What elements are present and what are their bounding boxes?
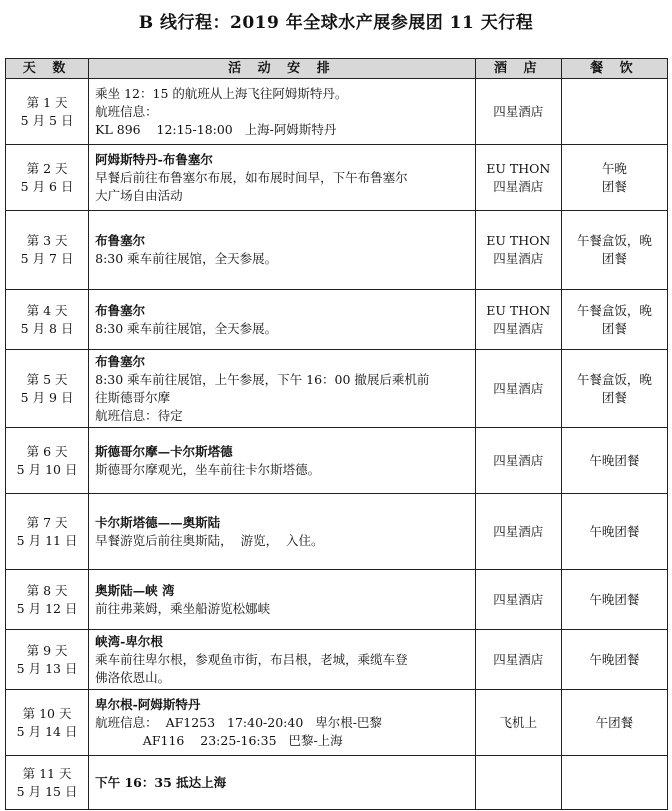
activity-line: 布鲁塞尔 <box>95 302 146 318</box>
meal-cell <box>561 570 667 630</box>
table-row <box>6 570 668 630</box>
date-label: 5 月 7 日 <box>20 251 74 266</box>
activity-cell <box>89 350 476 428</box>
hotel-line: 四星酒店 <box>493 651 544 667</box>
day-cell <box>6 428 89 494</box>
hotel-line: 四星酒店 <box>493 523 544 539</box>
day-label: 第 2 天 <box>26 160 68 176</box>
day-cell <box>6 494 89 570</box>
meal-line: 午团餐 <box>595 714 634 730</box>
activity-line: 斯德哥尔摩—卡尔斯塔德 <box>95 443 233 459</box>
hotel-line: 四星酒店 <box>493 320 544 336</box>
day-cell <box>6 290 89 350</box>
hotel-cell <box>475 290 561 350</box>
day-label: 第 4 天 <box>26 302 68 318</box>
date-label: 5 月 11 日 <box>16 532 78 548</box>
hotel-cell <box>475 79 561 145</box>
activity-line: 佛洛依恩山。 <box>95 669 171 685</box>
meal-cell <box>561 145 667 211</box>
hotel-cell <box>475 630 561 690</box>
meal-line: 午餐盒饭，晚 <box>576 233 652 248</box>
activity-line: 航班信息： <box>95 103 158 119</box>
table-row <box>6 79 668 145</box>
activity-cell <box>89 79 476 145</box>
hotel-line: 四星酒店 <box>493 178 544 194</box>
header-meal: 餐 饮 <box>561 59 667 79</box>
day-cell <box>6 350 89 428</box>
activity-line: 斯德哥尔摩观光，坐车前往卡尔斯塔德。 <box>95 461 321 477</box>
date-label: 5 月 14 日 <box>16 723 78 739</box>
activity-cell <box>89 145 476 211</box>
day-label: 第 10 天 <box>22 705 72 721</box>
activity-line: 峡湾-卑尔根 <box>95 633 163 649</box>
hotel-cell <box>475 756 561 810</box>
day-label: 第 9 天 <box>26 642 68 658</box>
activity-cell <box>89 690 476 756</box>
header-day: 天 数 <box>6 59 89 79</box>
table-row <box>6 350 668 428</box>
activity-cell <box>89 494 476 570</box>
day-label: 第 6 天 <box>26 443 68 459</box>
hotel-line: EU THON <box>486 302 551 318</box>
activity-line: 早餐后前往布鲁塞尔布展，如布展时间早，下午布鲁塞尔 <box>95 169 408 185</box>
meal-line: 午晚团餐 <box>589 591 640 607</box>
meal-cell <box>561 428 667 494</box>
hotel-cell <box>475 690 561 756</box>
activity-cell <box>89 630 476 690</box>
hotel-line: 四星酒店 <box>493 103 544 119</box>
activity-cell <box>89 211 476 290</box>
date-label: 5 月 6 日 <box>20 178 74 194</box>
hotel-cell <box>475 428 561 494</box>
activity-line: 卑尔根-阿姆斯特丹 <box>95 696 201 712</box>
activity-line: 乘坐 12：15 的航班从上海飞往阿姆斯特丹。 <box>95 85 348 101</box>
meal-line: 午晚团餐 <box>589 452 640 468</box>
activity-cell <box>89 428 476 494</box>
table-row <box>6 494 668 570</box>
activity-line: 阿姆斯特丹-布鲁塞尔 <box>95 151 213 167</box>
day-cell <box>6 630 89 690</box>
activity-line: 布鲁塞尔 <box>95 353 146 369</box>
meal-cell <box>561 690 667 756</box>
table-header-row <box>6 59 668 79</box>
activity-cell <box>89 290 476 350</box>
table-row <box>6 145 668 211</box>
activity-line: 8:30 乘车前往展馆，全天参展。 <box>95 320 278 336</box>
meal-cell <box>561 211 667 290</box>
activity-line: 奥斯陆—峡 湾 <box>95 582 175 598</box>
day-label: 第 5 天 <box>26 371 68 387</box>
hotel-line: 飞机上 <box>499 714 538 730</box>
table-row <box>6 428 668 494</box>
activity-line: AF116 23:25-16:35 巴黎-上海 <box>95 732 343 748</box>
day-cell <box>6 211 89 290</box>
day-label: 第 11 天 <box>22 765 72 781</box>
day-cell <box>6 79 89 145</box>
meal-cell <box>561 630 667 690</box>
date-label: 5 月 10 日 <box>16 461 78 477</box>
date-label: 5 月 8 日 <box>20 320 74 336</box>
date-label: 5 月 12 日 <box>16 600 78 616</box>
day-cell <box>6 756 89 810</box>
hotel-line: 四星酒店 <box>493 452 544 468</box>
table-row <box>6 211 668 290</box>
date-label: 5 月 15 日 <box>16 783 78 799</box>
meal-line: 团餐 <box>601 320 627 336</box>
day-label: 第 7 天 <box>26 514 68 530</box>
activity-line: 航班信息：待定 <box>95 407 183 423</box>
hotel-cell <box>475 145 561 211</box>
activity-line: 早餐游览后前往奥斯陆， 游览， 入住。 <box>95 532 324 548</box>
meal-cell <box>561 290 667 350</box>
header-activity: 活 动 安 排 <box>89 59 476 79</box>
day-label: 第 3 天 <box>26 233 68 248</box>
activity-line: 8:30 乘车前往展馆，全天参展。 <box>95 251 278 266</box>
day-label: 第 8 天 <box>26 582 68 598</box>
meal-cell <box>561 756 667 810</box>
day-cell <box>6 570 89 630</box>
meal-line: 午餐盒饭，晚 <box>576 302 652 318</box>
hotel-line: EU THON <box>486 233 551 248</box>
hotel-line: 四星酒店 <box>493 251 544 266</box>
header-hotel: 酒 店 <box>475 59 561 79</box>
day-label: 第 1 天 <box>26 94 68 110</box>
hotel-line: EU THON <box>486 160 551 176</box>
day-cell <box>6 145 89 211</box>
day-cell <box>6 690 89 756</box>
hotel-cell <box>475 570 561 630</box>
hotel-cell <box>475 350 561 428</box>
meal-line: 午餐盒饭，晚 <box>576 371 652 387</box>
meal-line: 午晚团餐 <box>589 523 640 539</box>
activity-line: 8:30 乘车前往展馆，上午参展，下午 16：00 撤展后乘机前 <box>95 371 430 387</box>
activity-line: 乘车前往卑尔根，参观鱼市街，布吕根，老城，乘缆车登 <box>95 651 408 667</box>
date-label: 5 月 13 日 <box>16 660 78 676</box>
hotel-cell <box>475 494 561 570</box>
activity-line: 往斯德哥尔摩 <box>95 389 171 405</box>
meal-cell <box>561 494 667 570</box>
activity-line: 布鲁塞尔 <box>95 233 146 248</box>
table-row <box>6 290 668 350</box>
table-row <box>6 690 668 756</box>
meal-cell <box>561 350 667 428</box>
meal-line: 团餐 <box>601 389 627 405</box>
page-title: B 线行程：2019 年全球水产展参展团 11 天行程 <box>138 13 534 33</box>
activity-line: 下午 16：35 抵达上海 <box>95 774 227 790</box>
itinerary-table <box>5 58 668 810</box>
meal-line: 团餐 <box>601 178 627 194</box>
activity-line: 大广场自由活动 <box>95 187 183 203</box>
hotel-line: 四星酒店 <box>493 591 544 607</box>
meal-line: 午晚 <box>601 160 627 176</box>
activity-cell <box>89 756 476 810</box>
table-row <box>6 630 668 690</box>
activity-line: 前往弗莱姆，乘坐船游览松娜峡 <box>95 600 271 616</box>
activity-line: KL 896 12:15-18:00 上海-阿姆斯特丹 <box>95 121 337 137</box>
meal-line: 午晚团餐 <box>589 651 640 667</box>
hotel-cell <box>475 211 561 290</box>
date-label: 5 月 9 日 <box>20 389 74 405</box>
activity-cell <box>89 570 476 630</box>
table-row <box>6 756 668 810</box>
hotel-line: 四星酒店 <box>493 380 544 396</box>
date-label: 5 月 5 日 <box>20 112 74 128</box>
meal-line: 团餐 <box>601 251 627 266</box>
meal-cell <box>561 79 667 145</box>
activity-line: 卡尔斯塔德——奥斯陆 <box>95 514 221 530</box>
activity-line: 航班信息： AF1253 17:40-20:40 卑尔根-巴黎 <box>95 714 382 730</box>
